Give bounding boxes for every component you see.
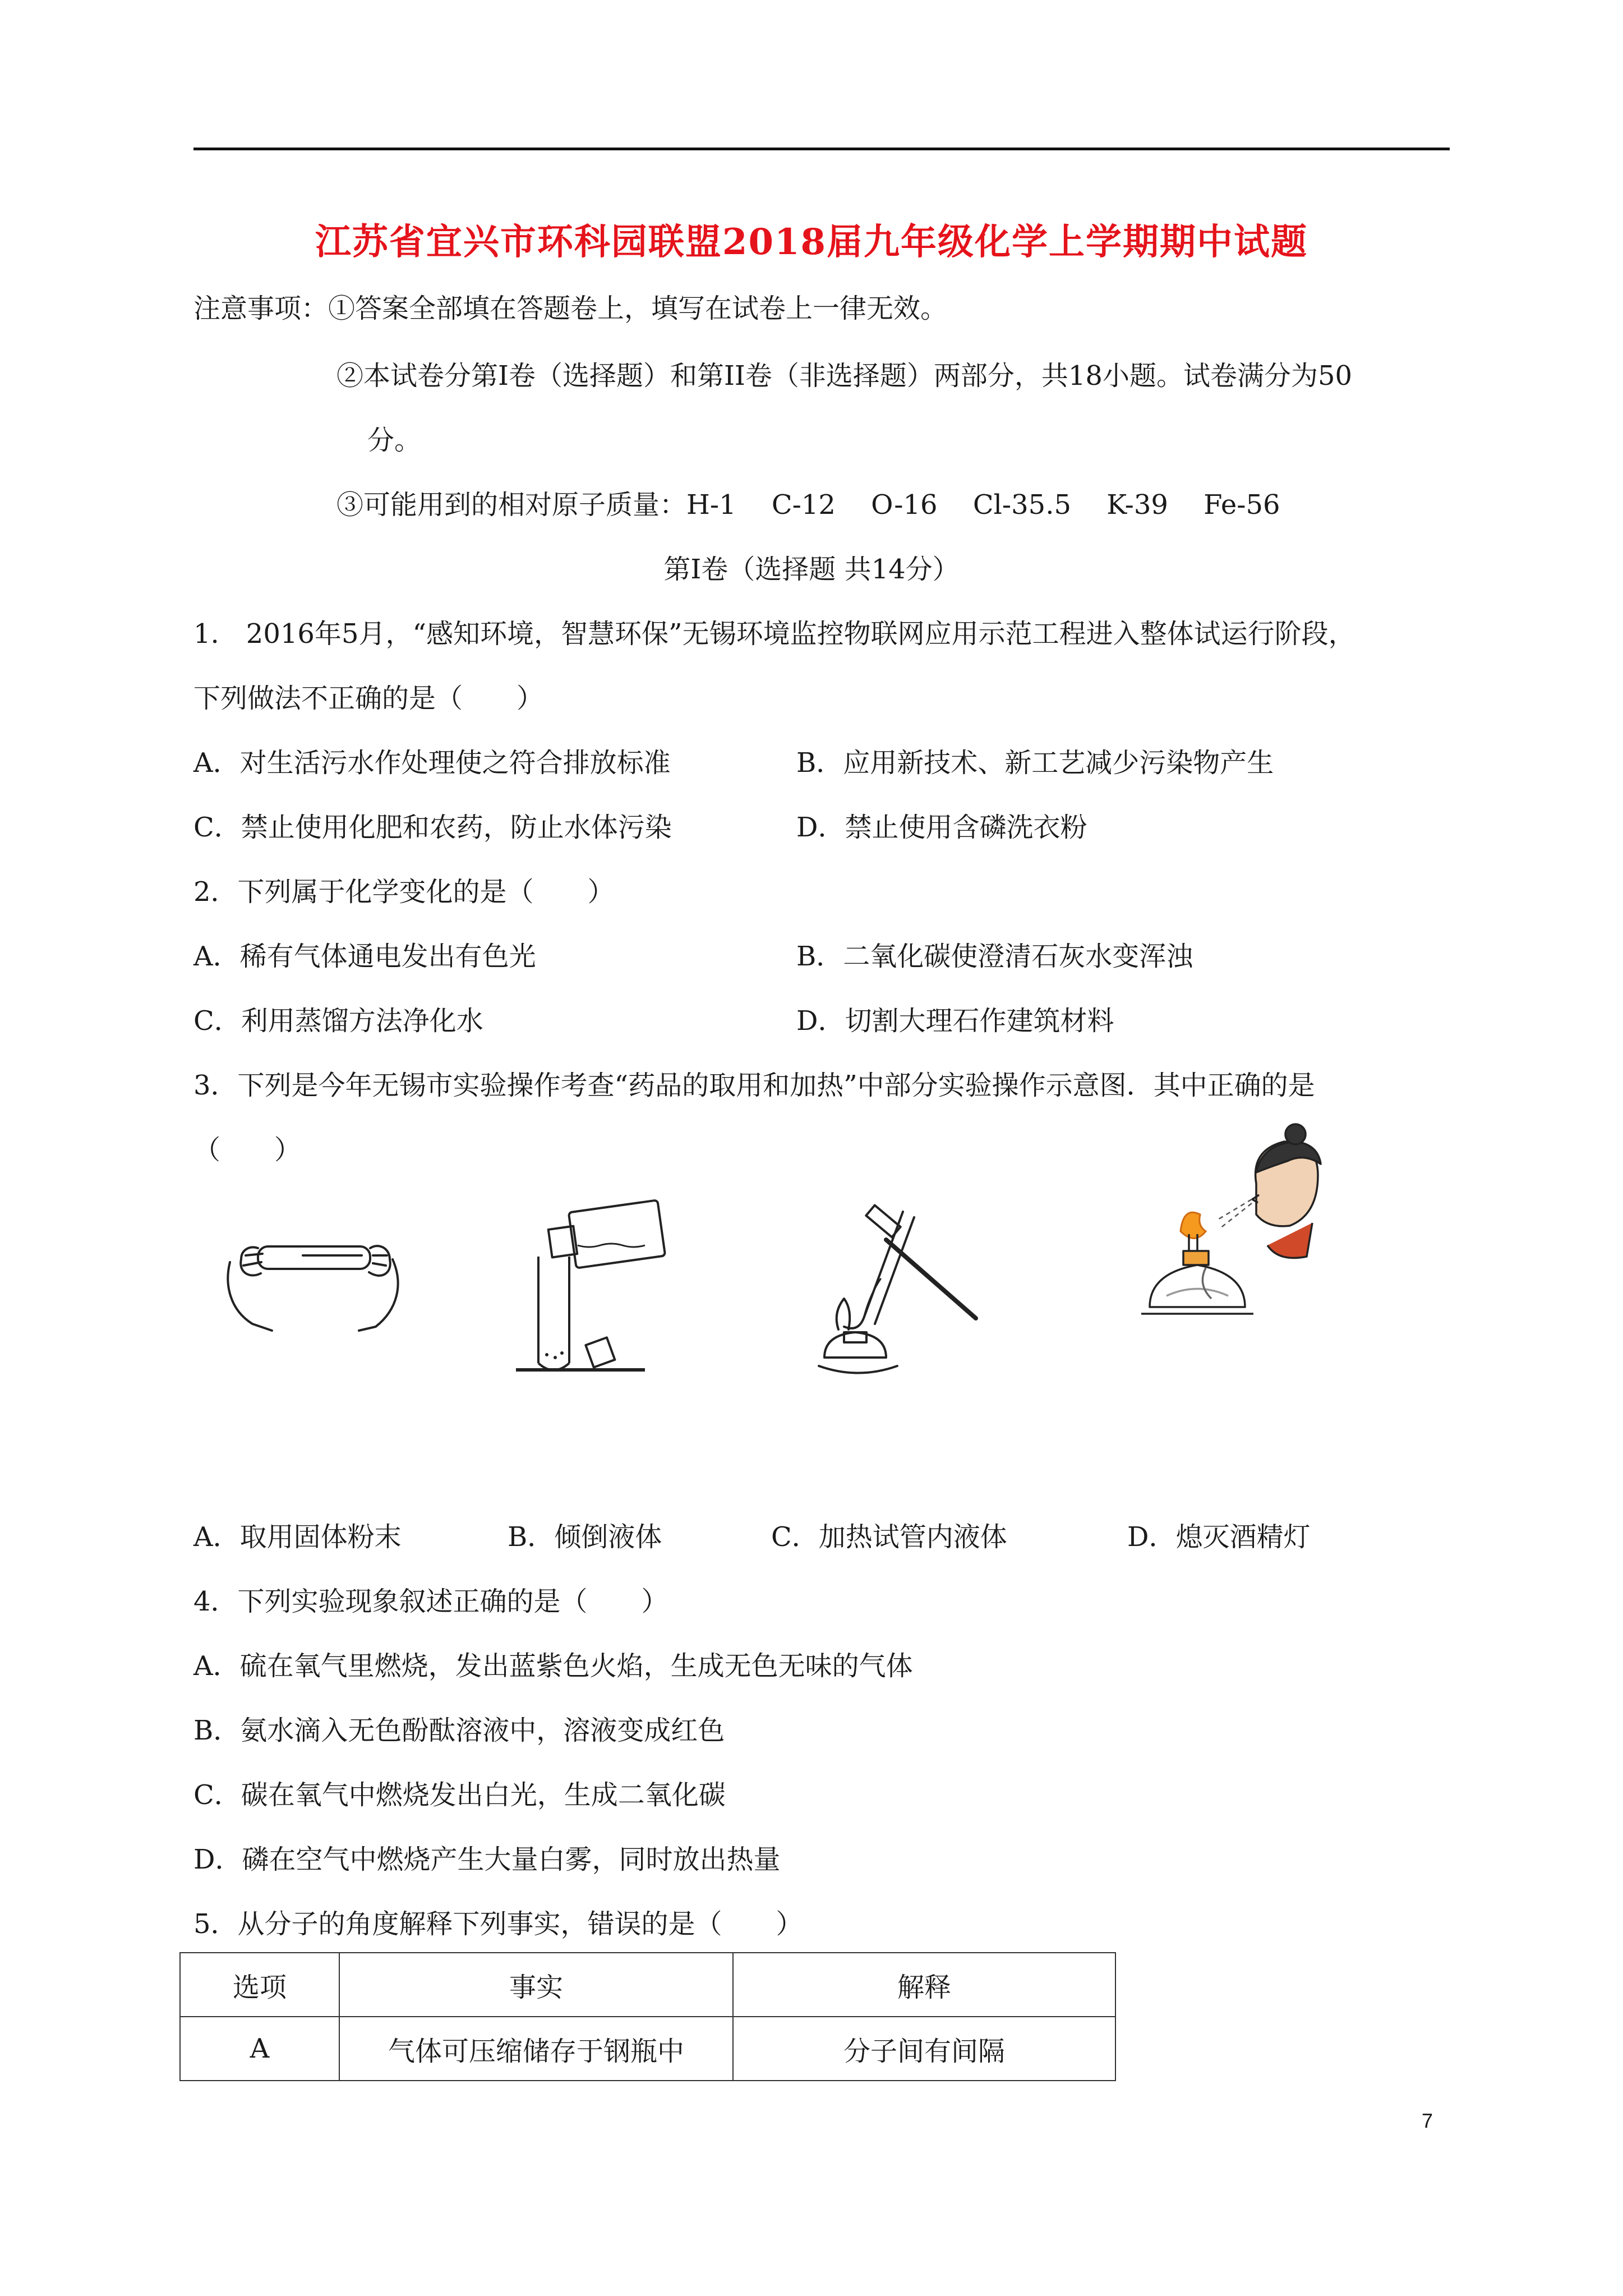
q2-option-d: D．切割大理石作建筑材料 [796, 1005, 1114, 1037]
q3-stem-line1: 3．下列是今年无锡市实验操作考查“药品的取用和加热”中部分实验操作示意图．其中正确的是 [193, 1070, 1315, 1101]
q4-option-a: A．硫在氧气里燃烧，发出蓝紫色火焰，生成无色无味的气体 [193, 1650, 913, 1682]
notes-label: 注意事项： [193, 293, 329, 324]
q2-option-a: A．稀有气体通电发出有色光 [193, 941, 536, 972]
illustration-pouring-liquid-icon [516, 1200, 673, 1386]
table-header-cell: 选项 [180, 1953, 339, 2017]
q3-option-a: A．取用固体粉末 [193, 1521, 402, 1553]
q3-stem-line2: （ ） [193, 1134, 302, 1166]
q5-stem: 5．从分子的角度解释下列事实，错误的是（ ） [193, 1908, 803, 1940]
table-header-cell: 解释 [733, 1953, 1115, 2017]
table-row [180, 2017, 1115, 2081]
q5-table [179, 1952, 1116, 2081]
q4-option-d: D．磷在空气中燃烧产生大量白雾，同时放出热量 [193, 1844, 781, 1875]
note-1: ①答案全部填在答题卷上，填写在试卷上一律无效。 [328, 293, 948, 324]
illustration-alcohol-lamp-icon [1127, 1116, 1340, 1341]
table-header-row [180, 1953, 1115, 2017]
notes-block [193, 292, 947, 325]
illustration-heating-tube-icon [808, 1206, 993, 1380]
q2-option-b: B．二氧化碳使澄清石灰水变浑浊 [796, 941, 1193, 972]
q3-option-d: D．熄灭酒精灯 [1127, 1521, 1311, 1553]
q1-option-c: C．禁止使用化肥和农药，防止水体污染 [193, 812, 672, 843]
table-cell: 气体可压缩储存于钢瓶中 [339, 2017, 733, 2081]
q1-stem-line2: 下列做法不正确的是（ ） [193, 683, 544, 714]
page-number: 7 [1422, 2109, 1433, 2132]
q1-option-b: B．应用新技术、新工艺减少污染物产生 [796, 747, 1274, 779]
q4-stem: 4．下列实验现象叙述正确的是（ ） [193, 1586, 668, 1617]
table-cell: 分子间有间隔 [733, 2017, 1115, 2081]
q3-option-c: C．加热试管内液体 [771, 1521, 1007, 1553]
exam-title: 江苏省宜兴市环科园联盟2018届九年级化学上学期期中试题 [315, 221, 1308, 263]
note-2a: ②本试卷分第Ⅰ卷（选择题）和第II卷（非选择题）两部分，共18小题。试卷满分为50 [336, 360, 1353, 392]
q1-option-a: A．对生活污水作处理使之符合排放标准 [193, 747, 671, 779]
q2-option-c: C．利用蒸馏方法净化水 [193, 1005, 483, 1037]
q4-option-c: C．碳在氧气中燃烧发出白光，生成二氧化碳 [193, 1779, 726, 1811]
note-2b: 分。 [367, 425, 422, 456]
table-header-cell: 事实 [339, 1953, 733, 2017]
q2-stem: 2．下列属于化学变化的是（ ） [193, 876, 615, 908]
section-heading: 第Ⅰ卷（选择题 共14分） [663, 554, 960, 585]
illustration-powder-tube-icon [219, 1206, 421, 1335]
q4-option-b: B．氨水滴入无色酚酞溶液中，溶液变成红色 [193, 1715, 725, 1746]
header-rule [193, 148, 1450, 150]
table-cell: A [180, 2017, 339, 2081]
q3-option-b: B．倾倒液体 [508, 1521, 662, 1553]
note-3: ③可能用到的相对原子质量：H-1 C-12 O-16 Cl-35.5 K-39 Fe-56 [336, 489, 1280, 521]
q1-option-d: D．禁止使用含磷洗衣粉 [796, 812, 1087, 843]
q1-stem-line1: 1. 2016年5月，“感知环境，智慧环保”无锡环境监控物联网应用示范工程进入整体试运行阶段， [193, 618, 1355, 650]
